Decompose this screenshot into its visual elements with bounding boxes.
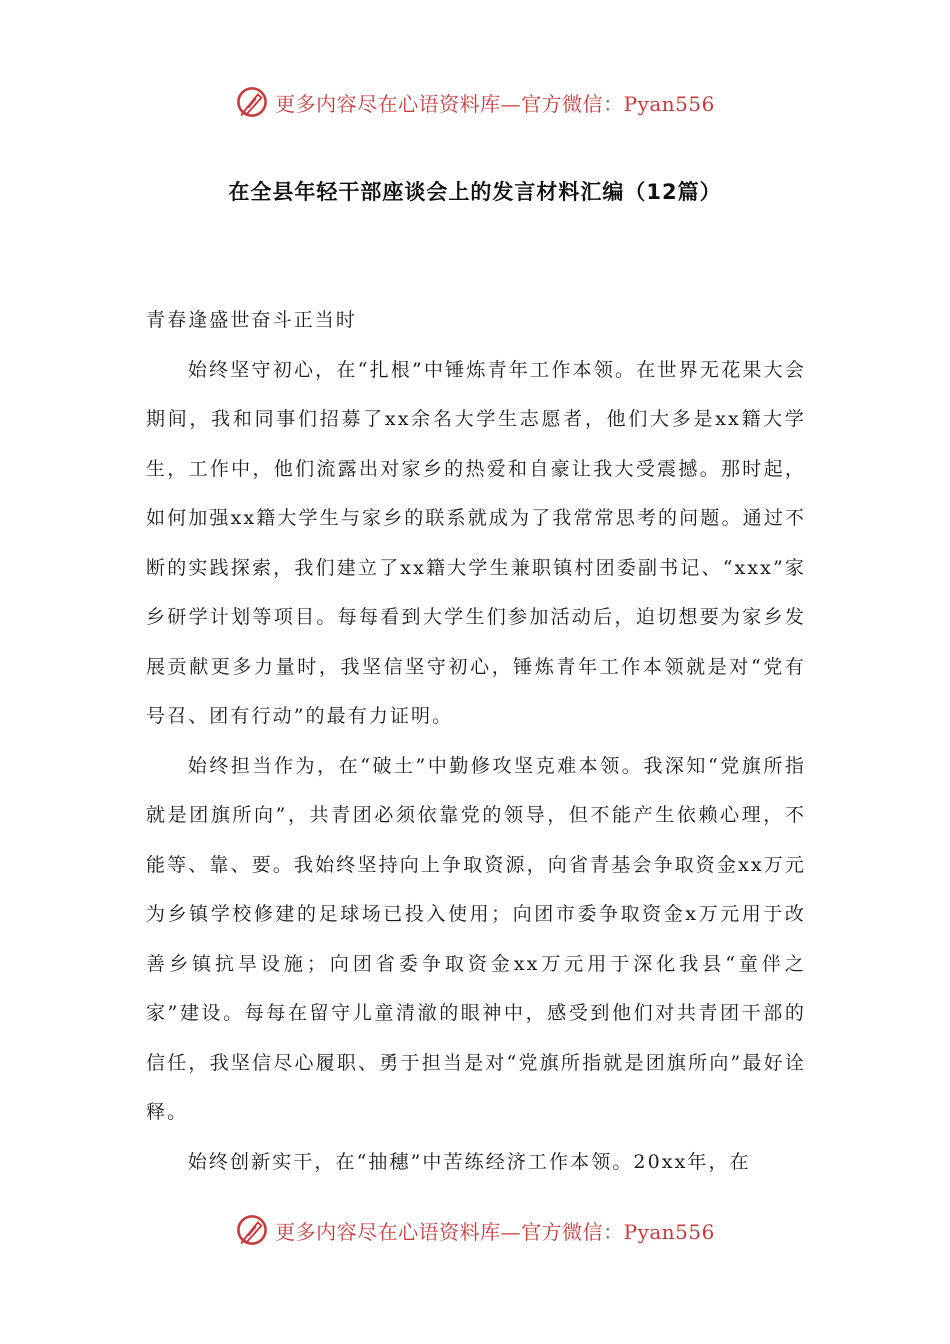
footer-banner-text: 更多内容尽在心语资料库—官方微信：Pyan556 <box>275 1219 715 1244</box>
header-banner <box>0 80 950 124</box>
body-paragraph: 始终创新实干，在“抽穗”中苦练经济工作本领。20xx年，在 <box>187 1150 751 1173</box>
body-paragraph: 始终担当作为，在“破土”中勤修攻坚克难本领。我深知“党旗所指就是团旗所向”，共青团必须依靠党的领导，但不能产生依赖心理，不能等、靠、要。我始终坚持向上争取资源，向省青基会争取资金xx万元为乡镇学校修建的足球场已投入使用；向团市委争取资金x万元用于改善乡镇抗旱设施；向团省委争取资金xx万元用于深化我县“童伴之家”建设。每每在留守儿童清澈的眼神中，感受到他们对共青团干部的信任，我坚信尽心履职、勇于担当是对“党旗所指就是团旗所向”最好诠释。 <box>146 754 806 1123</box>
section-heading: 青春逢盛世奋斗正当时 <box>146 309 358 331</box>
document-body <box>146 296 806 1187</box>
header-banner-text: 更多内容尽在心语资料库—官方微信：Pyan556 <box>275 91 715 116</box>
body-paragraph: 始终坚守初心，在“扎根”中锤炼青年工作本领。在世界无花果大会期间，我和同事们招募了xx余名大学生志愿者，他们大多是xx籍大学生，工作中，他们流露出对家乡的热爱和自豪让我大受震撼。那时起，如何加强xx籍大学生与家乡的联系就成为了我常常思考的问题。通过不断的实践探索，我们建立了xx籍大学生兼职镇村团委副书记、“xxx”家乡研学计划等项目。每每看到大学生们参加活动后，迫切想要为家乡发展贡献更多力量时，我坚信坚守初心，锤炼青年工作本领就是对“党有号召、团有行动”的最有力证明。 <box>146 358 806 727</box>
footer-banner <box>0 1208 950 1252</box>
quill-pen-logo-icon <box>235 85 269 119</box>
page-title: 在全县年轻干部座谈会上的发言材料汇编（12篇） <box>228 180 722 204</box>
quill-pen-logo-icon <box>235 1213 269 1247</box>
